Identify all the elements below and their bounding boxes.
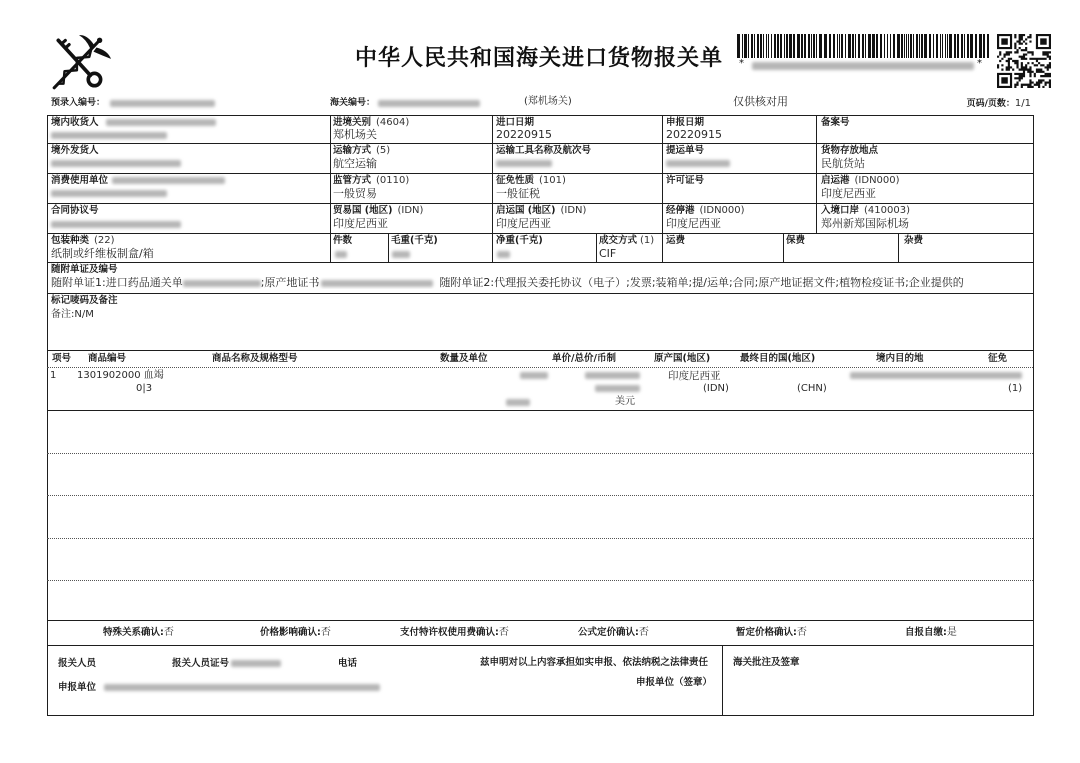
barcode bbox=[737, 34, 990, 58]
row-divider bbox=[47, 620, 1033, 621]
transport-mode-value: 航空运输 bbox=[333, 157, 377, 170]
row-divider bbox=[47, 203, 1033, 204]
pieces-label: 件数 bbox=[333, 235, 353, 246]
row-divider bbox=[47, 262, 1033, 263]
qr-code bbox=[997, 34, 1051, 88]
transport-mode-label bbox=[333, 145, 390, 156]
net-weight-redacted bbox=[497, 251, 510, 258]
declaring-unit-seal-label: 申报单位（签章） bbox=[636, 677, 713, 688]
documents-label: 随附单证及编号 bbox=[51, 264, 118, 275]
confirmation-label: 支付特许权使用费确认: bbox=[400, 627, 499, 638]
documents-part2: 随附单证2:代理报关委托协议（电子）;发票;装箱单;提/运单;合同;原产地证据文件;植物检疫证书;企业提供的 bbox=[439, 277, 964, 289]
declarant-cert-label: 报关人员证号 bbox=[172, 658, 230, 669]
row-divider bbox=[47, 293, 1033, 294]
goods-header-final-destination: 最终目的国(地区) bbox=[740, 353, 816, 364]
goods-header-domestic-destination: 境内目的地 bbox=[876, 353, 924, 364]
package-type-label bbox=[51, 235, 115, 246]
gross-weight-redacted bbox=[392, 251, 410, 258]
departure-country-label-text: 启运国 (地区) bbox=[496, 205, 556, 216]
column-divider bbox=[816, 115, 817, 233]
goods-unit-price-redacted bbox=[585, 372, 640, 379]
contract-no-redacted bbox=[51, 221, 181, 228]
net-weight-label: 净重(千克) bbox=[496, 235, 543, 246]
column-divider bbox=[492, 115, 493, 262]
phone-label: 电话 bbox=[338, 658, 358, 669]
trade-country-label-text: 贸易国 (地区) bbox=[333, 205, 393, 216]
column-divider bbox=[596, 233, 597, 262]
customs-no-label: 海关编号： bbox=[330, 98, 376, 108]
row-divider bbox=[47, 410, 1033, 411]
marks-value: 备注:N/M bbox=[51, 309, 94, 320]
import-date-label: 进口日期 bbox=[496, 117, 535, 128]
goods-destination-code: (CHN) bbox=[797, 383, 827, 394]
goods-row-divider bbox=[47, 580, 1033, 581]
column-divider bbox=[388, 233, 389, 262]
pre-entry-no-label: 预录入编号： bbox=[51, 98, 106, 108]
customs-emblem-icon bbox=[48, 30, 112, 94]
row-divider bbox=[47, 143, 1033, 144]
bill-no-label: 提运单号 bbox=[666, 145, 705, 156]
pieces-redacted bbox=[335, 251, 347, 258]
entry-port-value: 郑机场关 bbox=[333, 128, 377, 141]
confirmation-label: 公式定价确认: bbox=[578, 627, 639, 638]
supervision-mode-label bbox=[333, 175, 409, 186]
confirmation-value: 否 bbox=[796, 627, 807, 638]
entry-port-label bbox=[333, 117, 409, 128]
row-divider bbox=[47, 645, 1033, 646]
conveyance-redacted bbox=[496, 160, 552, 167]
goods-row-divider bbox=[47, 367, 1033, 368]
departure-port-label bbox=[821, 175, 900, 186]
trade-country-code: (IDN) bbox=[397, 205, 424, 216]
levy-nature-label bbox=[496, 175, 566, 186]
supervision-mode-code: (0110) bbox=[376, 175, 410, 186]
row-divider bbox=[47, 233, 1033, 234]
declare-date-value: 20220915 bbox=[666, 128, 722, 141]
package-type-label-text: 包装种类 bbox=[51, 235, 90, 246]
confirmation-provisional-price bbox=[736, 627, 807, 638]
page-count-label: 页码/页数： bbox=[966, 99, 1015, 109]
consumer-unit-label: 消费使用单位 bbox=[51, 175, 109, 186]
bill-no-redacted bbox=[666, 160, 730, 167]
declaration-statement: 兹申明对以上内容承担如实申报、依法纳税之法律责任 bbox=[480, 657, 709, 668]
barcode-guard-right: * bbox=[977, 58, 982, 69]
levy-nature-value: 一般征税 bbox=[496, 187, 540, 200]
goods-row-divider bbox=[47, 538, 1033, 539]
declarant-label: 报关人员 bbox=[58, 658, 97, 669]
entry-place-label-text: 入境口岸 bbox=[821, 205, 860, 216]
transit-port-code: (IDN000) bbox=[699, 205, 745, 216]
transport-mode-code: (5) bbox=[376, 145, 391, 156]
confirmation-special-relation bbox=[103, 627, 174, 638]
declaring-unit-redacted bbox=[104, 684, 380, 691]
confirmation-value: 否 bbox=[498, 627, 509, 638]
customs-office: (郑机场关) bbox=[524, 96, 572, 107]
conveyance-label: 运输工具名称及航次号 bbox=[496, 145, 592, 156]
barcode-guard-left: * bbox=[739, 58, 744, 69]
overseas-consignor-redacted bbox=[51, 160, 181, 167]
verify-only-notice: 仅供核对用 bbox=[733, 95, 788, 108]
goods-row-divider bbox=[47, 453, 1033, 454]
goods-header-origin: 原产国(地区) bbox=[654, 353, 711, 364]
column-divider bbox=[722, 645, 723, 715]
supervision-mode-label-text: 监管方式 bbox=[333, 175, 372, 186]
license-no-label: 许可证号 bbox=[666, 175, 705, 186]
misc-fee-label: 杂费 bbox=[904, 235, 924, 246]
transport-mode-label-text: 运输方式 bbox=[333, 145, 372, 156]
confirmation-royalty bbox=[400, 627, 509, 638]
record-no-label: 备案号 bbox=[821, 117, 850, 128]
transit-port-label-text: 经停港 bbox=[666, 205, 695, 216]
documents-value bbox=[51, 277, 1029, 289]
page-count-value: 1/1 bbox=[1014, 98, 1031, 109]
qr-modules bbox=[997, 34, 1051, 88]
trade-country-label bbox=[333, 205, 423, 216]
confirmation-value: 否 bbox=[638, 627, 649, 638]
confirmation-value: 否 bbox=[163, 627, 174, 638]
confirmation-label: 暂定价格确认: bbox=[736, 627, 797, 638]
confirmation-value: 是 bbox=[946, 627, 957, 638]
goods-header-hs-code: 商品编号 bbox=[88, 353, 127, 364]
supervision-mode-value: 一般贸易 bbox=[333, 187, 377, 200]
goods-currency: 美元 bbox=[615, 396, 635, 407]
goods-unit-redacted bbox=[506, 399, 530, 406]
confirmation-label: 特殊关系确认: bbox=[103, 627, 164, 638]
consignee-redacted bbox=[51, 132, 167, 139]
departure-country-label bbox=[496, 205, 586, 216]
page-count bbox=[967, 98, 1031, 110]
entry-place-value: 郑州新郑国际机场 bbox=[821, 217, 909, 230]
declaring-unit-label: 申报单位 bbox=[58, 682, 97, 693]
goods-header-quantity: 数量及单位 bbox=[440, 353, 488, 364]
storage-place-value: 民航货站 bbox=[821, 157, 865, 170]
row-divider bbox=[47, 173, 1033, 174]
goods-header-name-spec: 商品名称及规格型号 bbox=[212, 353, 298, 364]
goods-header-price: 单价/总价/币制 bbox=[552, 353, 616, 364]
customs-remarks-label: 海关批注及签章 bbox=[733, 657, 800, 668]
goods-origin: 印度尼西亚 bbox=[668, 370, 721, 382]
barcode-bars bbox=[737, 34, 989, 58]
column-divider bbox=[662, 115, 663, 262]
consignee-redacted bbox=[106, 119, 216, 126]
entry-place-code: (410003) bbox=[864, 205, 910, 216]
transit-port-label bbox=[666, 205, 745, 216]
consumer-unit-redacted bbox=[51, 190, 167, 197]
departure-port-value: 印度尼西亚 bbox=[821, 187, 876, 200]
consignee-label: 境内收货人 bbox=[51, 117, 99, 128]
overseas-consignor-label: 境外发货人 bbox=[51, 145, 99, 156]
storage-place-label: 货物存放地点 bbox=[821, 145, 879, 156]
goods-header-item-no: 项号 bbox=[52, 353, 72, 364]
goods-levy: (1) bbox=[1008, 383, 1023, 394]
transaction-mode-code: (1) bbox=[640, 235, 655, 246]
package-type-value: 纸制或纤维板制盒/箱 bbox=[51, 247, 154, 260]
declarant-cert-redacted bbox=[231, 660, 281, 667]
documents-redacted bbox=[183, 280, 261, 287]
goods-domestic-destination-redacted bbox=[850, 372, 1022, 379]
confirmation-formula-pricing bbox=[578, 627, 649, 638]
column-divider bbox=[898, 233, 899, 262]
form-title: 中华人民共和国海关进口货物报关单 bbox=[355, 46, 724, 71]
goods-origin-code: (IDN) bbox=[703, 383, 729, 394]
freight-label: 运费 bbox=[666, 235, 686, 246]
column-divider bbox=[783, 233, 784, 262]
confirmation-label: 自报自缴: bbox=[905, 627, 947, 638]
documents-part1-b: ;原产地证书 bbox=[260, 277, 320, 289]
confirmation-label: 价格影响确认: bbox=[260, 627, 321, 638]
departure-port-code: (IDN000) bbox=[854, 175, 900, 186]
documents-redacted bbox=[321, 280, 433, 287]
contract-no-label: 合同协议号 bbox=[51, 205, 99, 216]
goods-row-divider bbox=[47, 495, 1033, 496]
goods-header-levy: 征免 bbox=[988, 353, 1008, 364]
insurance-label: 保费 bbox=[786, 235, 806, 246]
barcode-text-redacted bbox=[752, 62, 974, 70]
documents-part1-a: 随附单证1:进口药品通关单 bbox=[51, 277, 183, 289]
import-date-value: 20220915 bbox=[496, 128, 552, 141]
departure-country-code: (IDN) bbox=[560, 205, 587, 216]
transaction-mode-label bbox=[599, 235, 654, 246]
levy-nature-code: (101) bbox=[539, 175, 566, 186]
confirmation-value: 否 bbox=[320, 627, 331, 638]
levy-nature-label-text: 征免性质 bbox=[496, 175, 535, 186]
transit-port-value: 印度尼西亚 bbox=[666, 217, 721, 230]
goods-quantity-redacted bbox=[520, 372, 548, 379]
pre-entry-no-redacted bbox=[110, 100, 215, 107]
gross-weight-label: 毛重(千克) bbox=[391, 235, 438, 246]
goods-spec: 0|3 bbox=[136, 383, 153, 394]
entry-port-label-text: 进境关别 bbox=[333, 117, 372, 128]
row-divider bbox=[47, 350, 1033, 351]
customs-no-redacted bbox=[378, 100, 480, 107]
goods-item-no: 1 bbox=[50, 370, 57, 381]
transaction-mode-label-text: 成交方式 bbox=[599, 235, 638, 246]
confirmation-self-declare bbox=[905, 627, 957, 638]
consumer-unit-redacted bbox=[112, 177, 225, 184]
entry-port-code: (4604) bbox=[376, 117, 410, 128]
marks-label: 标记唛码及备注 bbox=[51, 295, 118, 306]
goods-total-price-redacted bbox=[595, 385, 640, 392]
declare-date-label: 申报日期 bbox=[666, 117, 705, 128]
departure-port-label-text: 启运港 bbox=[821, 175, 850, 186]
trade-country-value: 印度尼西亚 bbox=[333, 217, 388, 230]
column-divider bbox=[330, 115, 331, 262]
departure-country-value: 印度尼西亚 bbox=[496, 217, 551, 230]
transaction-mode-value: CIF bbox=[599, 247, 617, 260]
entry-place-label bbox=[821, 205, 910, 216]
package-type-code: (22) bbox=[94, 235, 115, 246]
goods-hs-code-name: 1301902000 血竭 bbox=[77, 370, 164, 381]
confirmation-price-influence bbox=[260, 627, 331, 638]
